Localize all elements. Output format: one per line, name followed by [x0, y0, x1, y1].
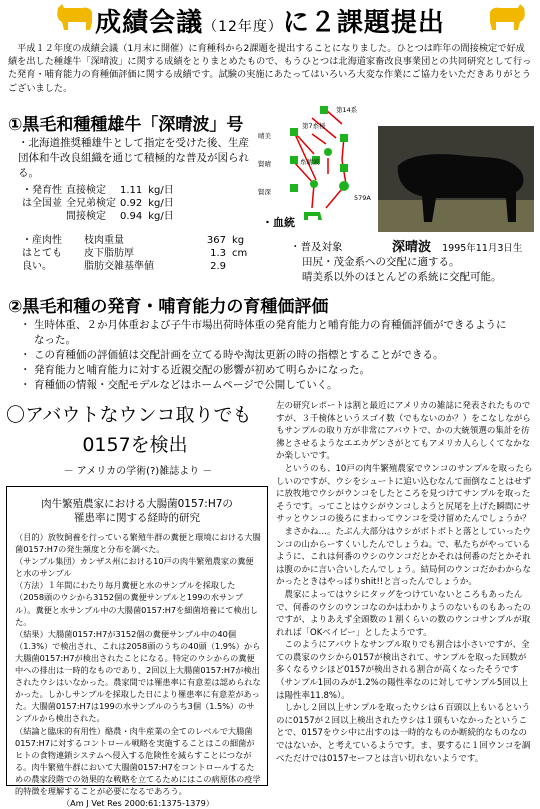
pedigree-node [324, 148, 332, 156]
section2-bullet: ・ 育種価の情報・交配モデルなどはホームページで公開していく。 [20, 378, 514, 393]
pedigree-node [339, 181, 349, 191]
abstract-paragraph: （目的）放牧飼養を行っている繁殖牛群の糞便と環境における大腸菌0157:H7の発生頻度と分布を調べた。 [15, 532, 261, 555]
abstract-paragraph: （方法）１年間にわたり毎月糞便と水のサンプルを採取した（2058頭のウシから3152個の糞便サンプルと199の水サンプル）。糞便と水サンプル中の大腸菌0157:H7を細菌培養にて検出した。 [15, 580, 258, 627]
page-title: 成績会議（12年度）に２課題提出 [95, 8, 445, 38]
pedigree-node [290, 128, 298, 136]
pedigree-mid: 糸晴波 [300, 158, 320, 166]
pedigree-node [340, 134, 348, 142]
meat-row: 良い。 脂肪交雑基準値 2.9 [22, 261, 226, 272]
abstract-title: 肉牛繁殖農家における大腸菌0157:H7の 罹患率に関する経時的研究 [41, 498, 233, 524]
commentary-paragraph: というのも、10戸の肉牛繁殖農家でウンコのサンプルを取ったらしいのですが、ウシをシュートに追い込むなんて面倒なことはせずに放牧地でウシがウンコをしたところを見つけてサンプルを取ったそうです。ってことはウシがウンコしようと尻尾を上げた瞬間にササッとウンコの後ろにまわってウンコを受け留めたんでしょうか？ [276, 463, 533, 525]
pedigree-gen7: 第7糸桜 [302, 122, 326, 130]
bull-photo [378, 126, 534, 232]
growth-row: は全国並 全兄弟検定 0.92 kg/日 [22, 198, 174, 209]
meat-row: はとても 皮下脂肪厚 1.3 cm [22, 248, 248, 259]
pedigree-cow [304, 212, 322, 220]
commentary-paragraph: まさかね…。たぶん大部分はウシがボトボトと落としていったウンコの山からーすくいしたんでしょうね。で、私たちがやっているように、これは何番のウシのウンコだとかそれは何番のだとかそれは腹のかに言い合いしたんでしょう。結局何のウンコだかわからなかったときはやっぱりshit!!と言ったんでしょうか。 [276, 526, 532, 588]
section3-heading-a: 〇アバウトなウンコ取りでも [6, 404, 252, 426]
section2-bullet: ・ 生時体重、２か月体重および子牛市場出荷時体重の発育能力と哺育能力の育種価評価ができるようになった。 [20, 318, 514, 348]
pedigree-diagram [256, 104, 376, 232]
spread-target: ・普及対象 田尻・茂金系への交配に適する。 晴美系以外のほとんどの系統に交配可能。 [290, 241, 502, 283]
pedigree-left3: 賢深 [258, 188, 271, 196]
pedigree-node [320, 106, 328, 114]
growth-row: 間接検定 0.94 kg/日 [66, 211, 174, 222]
commentary-column [276, 400, 534, 765]
section2-heading: ②黒毛和種の発育・哺育能力の育種価評価 [8, 297, 329, 317]
section3-heading-b: 0157を検出 [82, 434, 188, 456]
commentary-paragraph: 農家によってはウシにタッグをつけていないところもあったんで、何番のウシのウンコなのかはわかりようのないものもあったのですが、よりあえず全頭数の１割くらいの数のウンコサンプルが取れれば「OKベイビー」としたようです。 [276, 589, 531, 638]
photo-caption: 深晴波 1995年11月3日生 [392, 240, 523, 255]
pedigree-node [290, 184, 298, 192]
bull-silhouette [378, 126, 534, 232]
commentary-paragraph: このようにアバウトなサンプル取りでも割合は小さいですが、全ての農家のウシから0157が検出されて、サンプルを取った回数が多くなるウシほど0157が検出される割合が高くなったそうです（サンプル1回のみが1.2%の陽性率なのに対してサンプル5回以上は陽性率11.8%）。 [276, 640, 530, 701]
growth-row: ・発育性 直接検定 1.11 kg/日 [22, 185, 174, 196]
abstract-body [7, 525, 267, 809]
section2-bullets [20, 318, 514, 393]
pedigree-label: ・血統 [262, 216, 295, 229]
meat-row: ・産肉性 枝肉重量 367 kg [22, 235, 245, 246]
abstract-box [6, 486, 268, 809]
pedigree-node [310, 180, 318, 188]
section1-heading: ①黒毛和種種雄牛「深晴波」号 [8, 115, 244, 135]
pedigree-left1: 晴美 [258, 132, 271, 140]
abstract-paragraph: （サンプル集団）カンザス州における10戸の肉牛繁殖農家の糞便と水のサンプル [15, 556, 254, 579]
pedigree-node [290, 156, 298, 164]
abstract-paragraph: （結果）大腸菌0157:H7が3152個の糞便サンプル中の40個（1.3%）で検出され、これは2058頭のうちの40頭（1.9%）から大腸菌0157:H7が検出されたことになる。特定のウシからの糞便中への排出は一時的なものであり、2回以上大腸菌0157:H7が検出されたウシはいなかった。農家間では罹患率に有意差は認められなかった。しかしサンプルを採取した日により罹患率に有意差があった。大腸菌0157:H7は199の水サンプルのうち3個（1.5%）のサンプルから検出された。 [15, 628, 261, 724]
abstract-paragraph: （結論と臨床的有用性）酪農・肉牛産業の全てのレベルで大腸菌0157:H7に対するコントロール戦略を実施することはこの細菌がヒトの食物連鎖システムへ侵入する危険性を減らすことにつながる。肉牛繁殖牛群において大腸菌0157:H7をコントロールするための農家段階での効果的な戦略を立てるためにはこの病原体の疫学的特徴を理解することが必要になるであろう。 [15, 725, 261, 796]
pedigree-left2: 賢晴 [258, 160, 271, 168]
abstract-citation: （Am J Vet Res 2000:61:1375-1379） [61, 798, 214, 809]
section2-bullet: ・ 発育能力と哺育能力に対する近親交配の影響が初めて明らかになった。 [20, 363, 514, 378]
section3-subtitle: － アメリカの学術(?)雑誌より － [63, 466, 213, 477]
commentary-paragraph: 左の研究レポートは割と最近にアメリカの雑誌に発表されたものですが、３千検体というスゴイ数（でもないのか？）をこなしながらもサンプルの取り方が非常にアバウトで、かの大統領選の集計を彷彿とさせるようなエエカゲンさがとてもアメリカ人らしくてなかなか楽しいです。 [276, 401, 531, 462]
commentary-paragraph: しかし２回以上サンプルを取ったウシは６百頭以上もいるというのに0157が２回以上検出されたウシは１頭もいなかったということで、0157をウシ中に出すのは一時的なものか断続的なものなのではないか、と考えているようです。ま、要するに１回ウンコを調べただけでは0157セーフとは言い切れないようです。 [276, 703, 531, 764]
pedigree-gen14: 第14系 [336, 106, 358, 114]
meat-table [22, 234, 251, 273]
section1-lead: ・北海道推奨種雄牛として指定を受けた後、生産団体和牛改良組織を通じて積極的な普及が図られる。 [18, 137, 249, 179]
pedigree-node [340, 164, 348, 172]
growth-table [22, 184, 178, 223]
cow-icon-right [484, 2, 530, 32]
intro-paragraph: 平成１２年度の成績会議（1月末に開催）に育種科から2課題を提出することになりました。ひとつは昨年の間接検定で好成績を出した種雄牛「深晴波」に関する成績をとりまとめたもので、もうひとつは北海道家畜改良事業団との共同研究として行った発育・哺育能力の育種価評価に関する成績です。試験の実施にあたってはいろいろ大変な作業にご協力をいただきありがとうございました。 [8, 43, 532, 94]
section2-bullet: ・ この育種価の評価値は交配計画を立てる時や淘汰更新の時の指標とすることができる。 [20, 348, 514, 363]
pedigree-num: 579A [354, 194, 371, 202]
